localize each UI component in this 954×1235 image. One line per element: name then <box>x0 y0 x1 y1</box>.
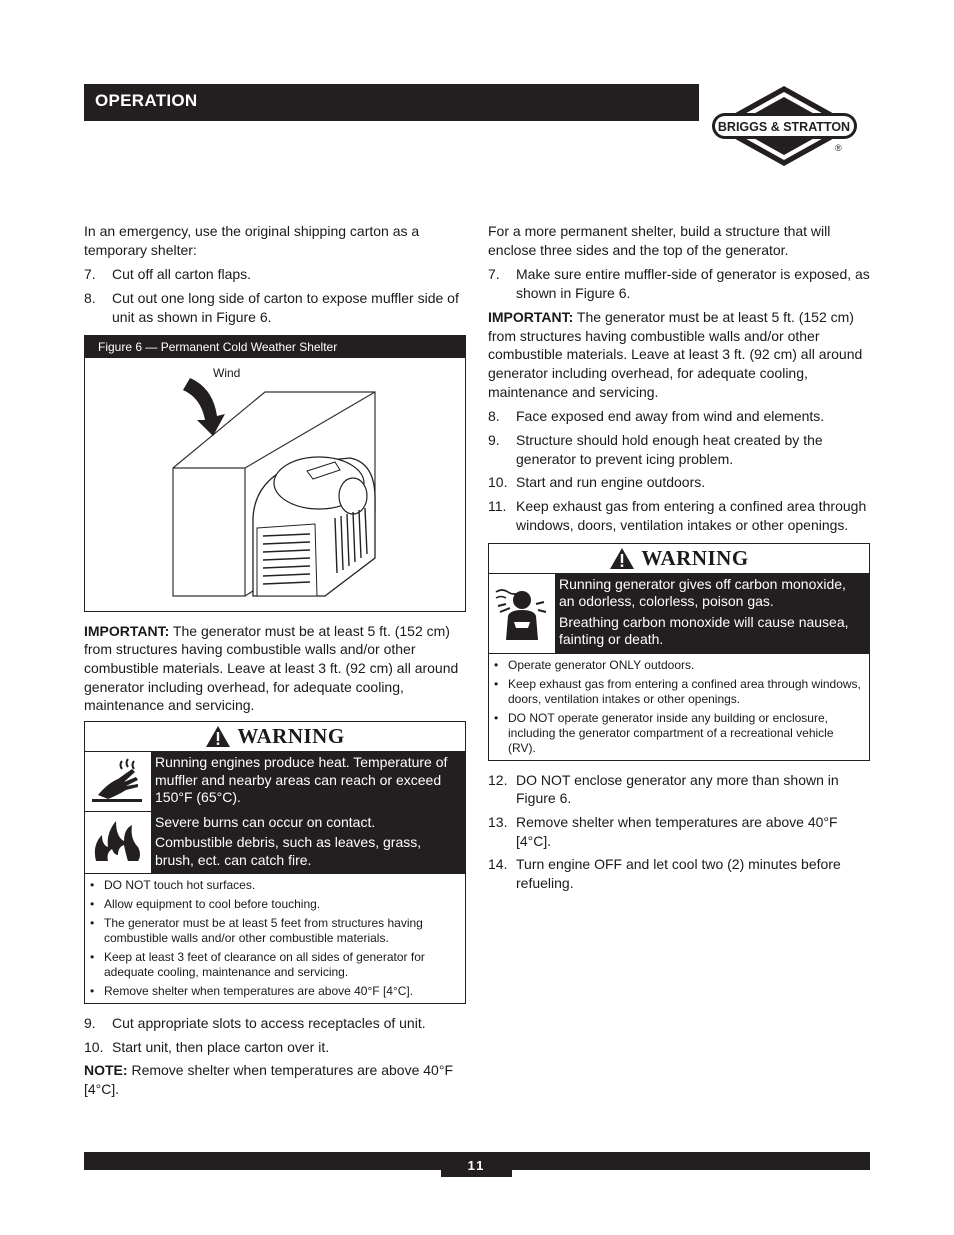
fire-icon <box>85 812 151 868</box>
warning-line: Combustible debris, such as leaves, grass, brush, ect. can catch fire. <box>155 834 422 868</box>
step-text: Keep exhaust gas from entering a confined area through windows, doors, ventilation intakes or other openings. <box>516 498 867 533</box>
important-label: IMPORTANT: <box>488 308 574 325</box>
briggs-stratton-logo <box>706 84 862 168</box>
numbered-step <box>488 473 870 492</box>
bullet-dot: • <box>90 984 95 999</box>
warning-bullet <box>493 711 863 756</box>
bullet-text: DO NOT touch hot surfaces. <box>104 878 256 893</box>
warning-title-text: WARNING <box>641 545 749 570</box>
numbered-step <box>84 265 466 284</box>
warning-bullet <box>89 897 459 912</box>
right-important <box>488 308 870 402</box>
toxic-fumes-icon <box>489 574 555 650</box>
left-note <box>84 1061 466 1098</box>
bullet-dot: • <box>494 657 499 672</box>
warning-line: Severe burns can occur on contact. <box>155 813 376 830</box>
step-number: 14. <box>488 856 508 873</box>
left-steps-a <box>84 265 466 326</box>
left-intro: In an emergency, use the original shipping carton as a temporary shelter: <box>84 223 420 258</box>
warning-row-hot-surface <box>85 751 465 811</box>
right-steps-a <box>488 265 870 302</box>
warning-bullet <box>493 677 863 707</box>
warning-bullet <box>89 878 459 893</box>
step-number: 13. <box>488 813 508 830</box>
step-text: Turn engine OFF and let cool two (2) minutes before refueling. <box>516 856 841 892</box>
numbered-step <box>488 855 870 892</box>
wind-label: Wind <box>213 365 241 380</box>
step-number: 8. <box>84 290 96 307</box>
warning-line: Breathing carbon monoxide will cause nausea, fainting or death. <box>559 613 849 648</box>
numbered-step <box>84 1014 466 1033</box>
warning-title-text: WARNING <box>237 724 345 749</box>
step-number: 12. <box>488 771 508 788</box>
warning-triangle-icon <box>205 725 231 748</box>
step-number: 7. <box>488 266 500 283</box>
step-number: 7. <box>84 266 96 283</box>
important-text: The generator must be at least 5 ft. (152 cm) from structures having combustible walls and/or other combustible materials. Leave at least 3 ft. (92 cm) all around generator including overhead, for adequate cooling, maintenance and servicing. <box>84 622 459 714</box>
step-number: 9. <box>488 432 500 449</box>
note-text: Remove shelter when temperatures are above 40°F [4°C]. <box>84 1062 453 1098</box>
warning-bullets <box>85 873 465 1003</box>
right-intro: For a more permanent shelter, build a structure that will enclose three sides and the top of the generator. <box>488 223 831 258</box>
warning-bullets <box>489 653 869 760</box>
warning-bullet <box>89 916 459 946</box>
warning-text-carbon-monoxide <box>555 574 869 653</box>
step-text: Face exposed end away from wind and elements. <box>516 408 825 425</box>
bullet-dot: • <box>90 950 95 965</box>
step-number: 10. <box>84 1038 104 1055</box>
step-text: Start unit, then place carton over it. <box>112 1038 330 1055</box>
step-text: Remove shelter when temperatures are above 40°F [4°C]. <box>516 813 838 849</box>
step-number: 9. <box>84 1015 96 1032</box>
step-text: Cut off all carton flaps. <box>112 266 252 283</box>
bullet-text: Remove shelter when temperatures are above 40°F [4°C]. <box>104 984 414 999</box>
bullet-text: Keep at least 3 feet of clearance on all sides of generator for adequate cooling, maintenance and servicing. <box>104 950 425 980</box>
warning-bullet <box>493 658 863 673</box>
bullet-text: Allow equipment to cool before touching. <box>104 897 321 912</box>
step-number: 10. <box>488 474 508 491</box>
bullet-dot: • <box>90 878 95 893</box>
right-column <box>488 222 870 898</box>
right-steps-c <box>488 771 870 893</box>
warning-row-fire <box>85 811 465 874</box>
numbered-step <box>84 1038 466 1057</box>
note-label: NOTE: <box>84 1062 128 1079</box>
step-number: 8. <box>488 408 500 425</box>
numbered-step <box>488 265 870 302</box>
section-title: OPERATION <box>95 91 198 110</box>
warning-text-heat <box>151 752 465 811</box>
figure-6 <box>84 335 466 612</box>
step-text: DO NOT enclose generator any more than shown in Figure 6. <box>516 771 839 807</box>
figure-caption: Figure 6 — Permanent Cold Weather Shelter <box>85 336 465 358</box>
bullet-text: Keep exhaust gas from entering a confined area through windows, doors, ventilation intakes or other openings. <box>508 676 861 706</box>
warning-triangle-icon <box>609 547 635 570</box>
step-text: Make sure entire muffler-side of generator is exposed, as shown in Figure 6. <box>516 266 870 302</box>
left-important <box>84 622 466 716</box>
warning-bullet <box>89 950 459 980</box>
important-text: The generator must be at least 5 ft. (152 cm) from structures having combustible walls and/or other combustible materials. Leave at least 3 ft. (92 cm) all around generator including overhead, for adequate cooling, maintenance and servicing. <box>488 308 863 400</box>
bullet-dot: • <box>90 916 95 931</box>
step-text: Cut appropriate slots to access receptacles of unit. <box>112 1015 426 1032</box>
warning-title <box>489 544 869 573</box>
warning-line: Running engines produce heat. Temperature of muffler and nearby areas can reach or exceed 150°F (65°C). <box>155 754 448 806</box>
numbered-step <box>488 813 870 850</box>
left-column <box>84 222 466 1105</box>
numbered-step <box>488 407 870 426</box>
bullet-dot: • <box>494 710 499 725</box>
bullet-text: DO NOT operate generator inside any building or enclosure, including the generator compartment of a recreational vehicle (RV). <box>508 710 834 755</box>
page-number: 11 <box>441 1152 512 1177</box>
right-steps-b <box>488 407 870 534</box>
warning-box-heat <box>84 721 466 1004</box>
step-text: Cut out one long side of carton to expose muffler side of unit as shown in Figure 6. <box>112 290 459 325</box>
warning-bullet <box>89 984 459 999</box>
bullet-dot: • <box>494 676 499 691</box>
numbered-step <box>84 289 466 326</box>
left-steps-b <box>84 1014 466 1056</box>
hot-surface-icon <box>85 752 151 808</box>
warning-title <box>85 722 465 751</box>
warning-line: Running generator gives off carbon monoxide, an odorless, colorless, poison gas. <box>559 575 846 610</box>
registered-mark: ® <box>835 143 842 153</box>
warning-row-toxic-fumes <box>489 573 869 653</box>
bullet-text: Operate generator ONLY outdoors. <box>508 657 695 672</box>
warning-text-burns <box>151 812 465 874</box>
numbered-step <box>488 771 870 808</box>
figure-illustration <box>85 358 465 611</box>
bullet-dot: • <box>90 897 95 912</box>
step-number: 11. <box>488 498 507 515</box>
warning-box-carbon-monoxide <box>488 543 870 761</box>
numbered-step <box>488 497 870 534</box>
brand-text: BRIGGS & STRATTON <box>717 120 851 134</box>
bullet-text: The generator must be at least 5 feet from structures having combustible walls and/or other combustible materials. <box>104 916 423 946</box>
important-label: IMPORTANT: <box>84 622 170 639</box>
numbered-step <box>488 431 870 468</box>
step-text: Start and run engine outdoors. <box>516 474 706 491</box>
step-text: Structure should hold enough heat created by the generator to prevent icing problem. <box>516 432 823 467</box>
